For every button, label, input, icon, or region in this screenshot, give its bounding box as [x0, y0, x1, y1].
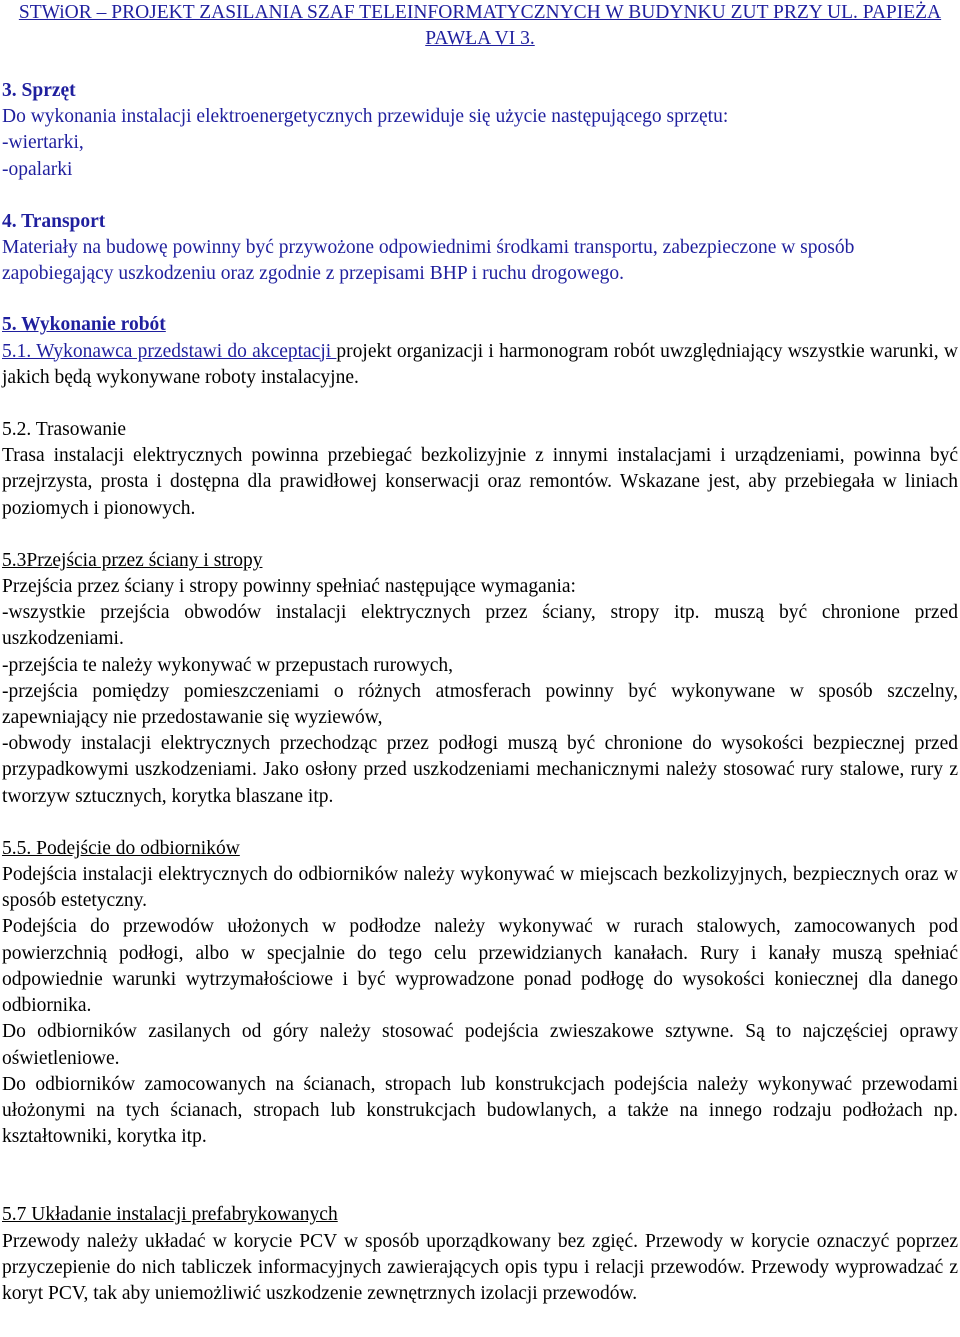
- transport-body: Materiały na budowę powinny być przywożone odpowiednimi środkami transportu, zabezpieczone w sposób zapobiegający uszkodzeniu oraz zgodnie z przepisami BHP i ruchu drogowego.: [2, 237, 855, 285]
- subsection-5-3-item: -wszystkie przejścia obwodów instalacji elektrycznych przez ściany, stropy itp. muszą być chronione przed uszkodzeniami.: [2, 602, 958, 650]
- sprzet-item: -opalarki: [2, 158, 73, 180]
- section-title-transport: 4. Transport: [2, 210, 106, 232]
- subsection-5-3-item: -przejścia pomiędzy pomieszczeniami o różnych atmosferach powinny być wykonywane w sposób szczelny, zapewniający nie przedostawanie się wyziewów,: [2, 680, 958, 729]
- section-wykonanie: [2, 312, 958, 1307]
- section-transport: [2, 209, 958, 288]
- section-title-wykonanie: 5. Wykonanie robót: [2, 314, 166, 336]
- header-line-1: STWiOR – PROJEKT ZASILANIA SZAF TELEINFORMATYCZNYCH W BUDYNKU ZUT PRZY UL. PAPIEŻA: [18, 2, 942, 23]
- header-line-2: PAWŁA VI 3.: [425, 28, 535, 49]
- sprzet-intro: Do wykonania instalacji elektroenergetycznych przewiduje się użycie następującego sprzętu:: [2, 106, 729, 128]
- subsection-5-1-lead: 5.1. Wykonawca przedstawi do akceptacji: [2, 340, 337, 362]
- subsection-5-2-body: Trasa instalacji elektrycznych powinna przebiegać bezkolizyjnie z innymi instalacjami i urządzeniami, powinna być przejrzysta, prosta i dostępna dla prawidłowej konserwacji oraz remontów. Wskazane jest, aby przebiegała w liniach poziomych i pionowych.: [2, 445, 958, 519]
- subsection-5-7-title: 5.7 Układanie instalacji prefabrykowanych: [2, 1204, 338, 1226]
- subsection-5-5-paragraph: Do odbiorników zasilanych od góry należy stosować podejścia zwieszakowe sztywne. Są to najczęściej oprawy oświetleniowe.: [2, 1021, 958, 1069]
- subsection-5-5-title: 5.5. Podejście do odbiorników: [2, 837, 240, 859]
- subsection-5-5-paragraph: Podejścia do przewodów ułożonych w podłodze należy wykonywać w rurach stalowych, zamocowanych pod powierzchnią podłogi, albo w specjalnie do tego celu przewidzianych kanałach. Rury i kanały muszą spełniać odpowiednie warunki wytrzymałościowe i być wyprowadzone ponad podłogę do wysokości koniecznej dla danego odbiornika.: [2, 916, 958, 1017]
- subsection-5-7-body: Przewody należy układać w korycie PCV w sposób uporządkowany bez zgięć. Przewody w korycie oznaczyć poprzez przyczepienie do nich tabliczek informacyjnych zawierających opis typu i relacji przewodów. Przewody wyprowadzać z koryt PCV, tak aby uniemożliwić uszkodzenie zewnętrznych izolacji przewodów.: [2, 1230, 958, 1304]
- sprzet-item: -wiertarki,: [2, 132, 84, 154]
- section-title-sprzet: 3. Sprzęt: [2, 80, 76, 101]
- subsection-5-3-intro: Przejścia przez ściany i stropy powinny spełniać następujące wymagania:: [2, 576, 576, 598]
- subsection-5-3-title: 5.3Przejścia przez ściany i stropy: [2, 549, 263, 571]
- subsection-5-5-paragraph: Podejścia instalacji elektrycznych do odbiorników należy wykonywać w miejscach bezkolizyjnych, bezpiecznych oraz w sposób estetyczny.: [2, 864, 958, 912]
- section-sprzet: [2, 78, 958, 183]
- subsection-5-3-item: -obwody instalacji elektrycznych przechodząc przez podłogi muszą być chronione do wysokości bezpiecznej przed przypadkowymi uszkodzeniami. Jako osłony przed uszkodzeniami mechanicznymi należy stosować rury stalowe, rury z tworzyw sztucznych, korytka blaszane itp.: [2, 733, 958, 807]
- subsection-5-5-paragraph: Do odbiorników zamocowanych na ścianach, stropach lub konstrukcjach podejścia należy wykonywać przewodami ułożonymi na tych ścianach, stropach lub konstrukcjach budowlanych, a także na innego rodzaju podłożach np. kształtowniki, korytka itp.: [2, 1073, 958, 1148]
- subsection-5-1-body: projekt organizacji i harmonogram robót uwzględniający wszystkie warunki, w jakich będą wykonywane roboty instalacyjne.: [2, 340, 958, 388]
- subsection-5-3-item: -przejścia te należy wykonywać w przepustach rurowych,: [2, 654, 454, 676]
- subsection-5-1: [2, 339, 958, 391]
- subsection-5-2-title: 5.2. Trasowanie: [2, 419, 127, 441]
- page-header: [2, 0, 958, 52]
